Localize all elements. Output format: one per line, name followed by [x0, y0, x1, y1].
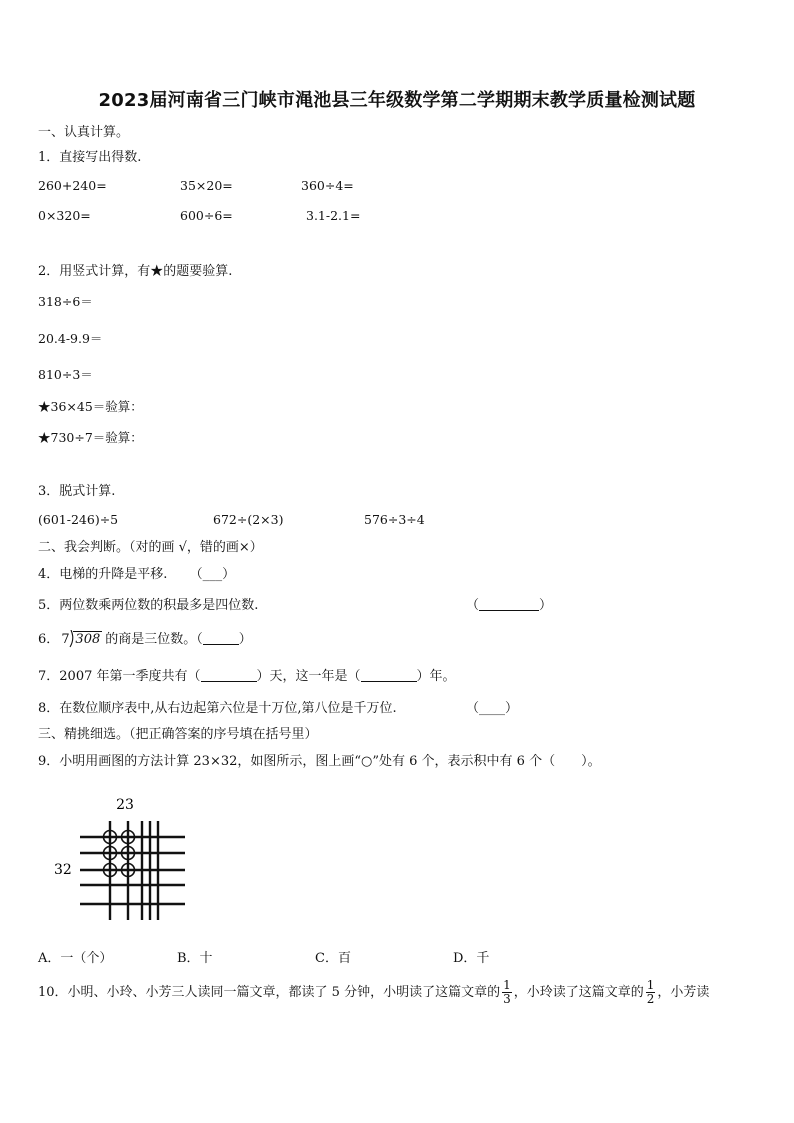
- q10-text-b: ，小玲读了这篇文章的: [513, 985, 644, 1000]
- q8-text: 8．在数位顺序表中,从右边起第六位是十万位,第八位是千万位.: [38, 701, 397, 716]
- fraction-one-third: [502, 979, 512, 1006]
- multiplication-grid-figure: [50, 793, 195, 923]
- q7-text-b: ）天，这一年是（: [256, 669, 361, 684]
- q5-blank-line: [479, 598, 539, 611]
- q10-text-c: ，小芳读: [657, 985, 710, 1000]
- q6-answer-blank[interactable]: [196, 632, 252, 647]
- question-1-heading: 1．直接写出得数.: [38, 150, 142, 165]
- q2-item: 318÷6＝: [38, 294, 93, 309]
- q9-option-a[interactable]: A．一（个）: [38, 951, 113, 966]
- q1-item: 260+240=: [38, 178, 107, 193]
- section-heading-1: 一、认真计算。: [38, 125, 130, 140]
- q3-item: 672÷(2×3): [213, 512, 284, 527]
- fraction-one-half: [646, 979, 656, 1006]
- q2-item: 810÷3＝: [38, 367, 93, 382]
- q9-option-d[interactable]: D．千: [453, 951, 490, 966]
- q3-item: 576÷3÷4: [364, 512, 425, 527]
- question-6: [38, 628, 252, 647]
- q3-item: (601-246)÷5: [38, 512, 119, 527]
- q1-item: 0×320=: [38, 208, 91, 223]
- q2-item: ★730÷7＝验算：: [38, 430, 143, 445]
- question-10: [38, 978, 709, 1008]
- page-title: 2023届河南省三门峡市渑池县三年级数学第二学期期末教学质量检测试题: [98, 90, 696, 111]
- q10-text-a: 10．小明、小玲、小芳三人读同一篇文章，都读了 5 分钟，小明读了这篇文章的: [38, 985, 501, 1000]
- long-division-symbol: [63, 631, 102, 647]
- q1-item: 35×20=: [180, 178, 233, 193]
- q6-number: 6．: [38, 632, 60, 647]
- grid-label-left: 32: [54, 862, 72, 878]
- q7-text-c: ）年。: [416, 669, 456, 684]
- q2-item: 20.4-9.9＝: [38, 331, 103, 346]
- grid-label-top: 23: [116, 797, 134, 813]
- q4-text: 电梯的升降是平移.: [59, 567, 168, 582]
- q5-open-paren: （: [466, 598, 480, 613]
- q6-close-paren: ）: [238, 632, 252, 647]
- q7-text-a: 7．2007 年第一季度共有（: [38, 669, 201, 684]
- q7-blank-year[interactable]: [361, 669, 417, 682]
- section-heading-2: 二、我会判断。（对的画 √，错的画×）: [38, 540, 263, 555]
- question-3-heading: 3．脱式计算.: [38, 484, 116, 499]
- fraction-denominator: 2: [646, 992, 655, 1006]
- q6-divisor: 7: [61, 632, 70, 647]
- grid-horizontal-lines: [80, 837, 185, 904]
- q4-answer-blank[interactable]: （___）: [189, 567, 236, 582]
- q6-blank-line: [203, 632, 239, 645]
- question-7: [38, 665, 456, 684]
- fraction-denominator: 3: [503, 992, 511, 1006]
- q5-answer-blank[interactable]: [466, 594, 552, 613]
- question-4: [38, 563, 235, 582]
- q5-text: 5．两位数乘两位数的积最多是四位数.: [38, 598, 259, 613]
- q9-option-c[interactable]: C．百: [315, 951, 351, 966]
- section-heading-3: 三、精挑细选。（把正确答案的序号填在括号里）: [38, 727, 318, 742]
- division-bracket-icon: [69, 630, 77, 648]
- q8-answer-blank[interactable]: （____）: [466, 701, 519, 716]
- q9-option-b[interactable]: B．十: [177, 951, 213, 966]
- q6-dividend: 308: [75, 632, 101, 647]
- fraction-numerator: 1: [503, 978, 511, 992]
- q1-item: 3.1-2.1=: [306, 208, 361, 223]
- q4-number: 4．: [38, 567, 60, 582]
- q1-item: 600÷6=: [180, 208, 233, 223]
- question-2-heading: 2．用竖式计算，有★的题要验算.: [38, 264, 233, 279]
- q7-blank-days[interactable]: [201, 669, 257, 682]
- fraction-numerator: 1: [646, 978, 655, 992]
- question-9: 9．小明用画图的方法计算 23×32，如图所示，图上画“○”处有 6 个，表示积中有 6 个（ ）。: [38, 754, 601, 769]
- q5-close-paren: ）: [539, 598, 553, 613]
- q6-open-paren: （: [196, 632, 203, 647]
- q1-item: 360÷4=: [301, 178, 354, 193]
- q6-text: 的商是三位数。: [105, 632, 197, 647]
- q2-item: ★36×45＝验算：: [38, 399, 143, 414]
